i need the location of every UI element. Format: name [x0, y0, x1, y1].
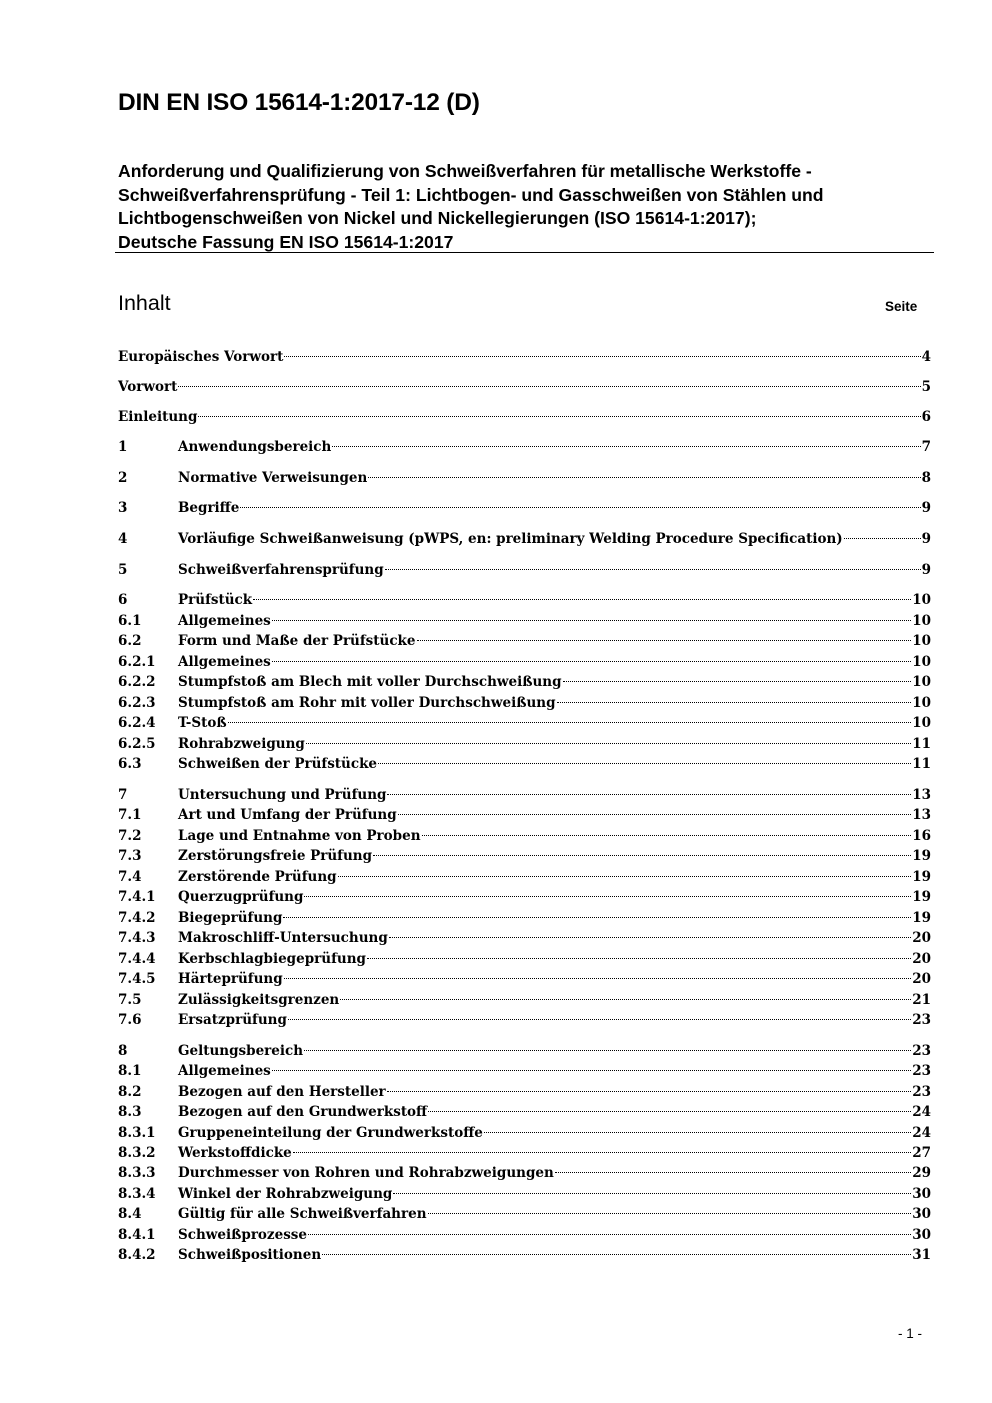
toc-entry-title: Härteprüfung	[178, 971, 283, 987]
toc-dot-leader	[557, 702, 912, 703]
toc-entry-page: 23	[912, 1084, 931, 1100]
toc-entry-page: 4	[921, 349, 931, 365]
toc-entry-number: 6.2.4	[118, 715, 156, 731]
subtitle-line: Anforderung und Qualifizierung von Schweißverfahren für metallische Werkstoffe -	[118, 161, 812, 181]
toc-entry-title: Prüfstück	[178, 592, 253, 608]
toc-entry-title: Querzugprüfung	[178, 889, 304, 905]
toc-dot-leader	[389, 937, 911, 938]
toc-entry-page: 13	[912, 787, 931, 803]
toc-entry-page: 30	[912, 1186, 931, 1202]
toc-entry[interactable]	[118, 734, 931, 754]
toc-entry-number: 6	[118, 592, 128, 608]
toc-entry-title: Allgemeines	[178, 613, 271, 629]
toc-entry-number: 5	[118, 562, 128, 578]
toc-entry-title: Makroschliff-Untersuchung	[178, 930, 388, 946]
toc-dot-leader	[198, 416, 920, 417]
toc-entry[interactable]	[118, 1225, 931, 1245]
toc-dot-leader	[284, 356, 920, 357]
toc-dot-leader	[304, 896, 911, 897]
toc-entry-number: 8.3.3	[118, 1165, 156, 1181]
toc-entry-page: 30	[912, 1206, 931, 1222]
toc-dot-leader	[306, 743, 911, 744]
toc-entry-page: 10	[912, 674, 931, 690]
toc-entry[interactable]	[118, 1041, 931, 1061]
toc-entry[interactable]	[118, 529, 931, 549]
toc-entry-title: Rohrabzweigung	[178, 736, 305, 752]
toc-entry-number: 6.3	[118, 756, 142, 772]
toc-entry-page: 27	[912, 1145, 931, 1161]
toc-entry-number: 4	[118, 531, 128, 547]
toc-entry-title: Lage und Entnahme von Proben	[178, 828, 421, 844]
toc-entry-number: 6.2.1	[118, 654, 156, 670]
toc-dot-leader	[288, 1019, 911, 1020]
toc-dot-leader	[228, 722, 912, 723]
toc-entry-number: 7.3	[118, 848, 142, 864]
toc-entry-title: Geltungsbereich	[178, 1043, 304, 1059]
toc-entry-page: 8	[921, 470, 931, 486]
toc-entry-title: Normative Verweisungen	[178, 470, 368, 486]
toc-entry-title: Schweißprozesse	[178, 1227, 307, 1243]
toc-entry-title: Art und Umfang der Prüfung	[178, 807, 397, 823]
toc-entry-page: 10	[912, 715, 931, 731]
toc-entry[interactable]	[118, 652, 931, 672]
subtitle-line: Schweißverfahrensprüfung - Teil 1: Lichtbogen- und Gasschweißen von Stählen und	[118, 184, 824, 205]
toc-entry-number: 2	[118, 470, 128, 486]
toc-entry-number: 8.4	[118, 1206, 142, 1222]
toc-entry-number: 7.4.3	[118, 930, 156, 946]
toc-dot-leader	[322, 1254, 911, 1255]
toc-entry[interactable]	[118, 826, 931, 846]
toc-entry-page: 19	[912, 910, 931, 926]
toc-entry-number: 8.1	[118, 1063, 142, 1079]
toc-dot-leader	[387, 1091, 912, 1092]
toc-entry-number: 7	[118, 787, 128, 803]
toc-dot-leader	[417, 640, 912, 641]
toc-entry[interactable]	[118, 928, 931, 948]
title-divider	[115, 252, 934, 253]
document-subtitle	[118, 160, 934, 254]
toc-entry-page: 24	[912, 1104, 931, 1120]
toc-entry-page: 20	[912, 951, 931, 967]
toc-entry-title: Zerstörungsfreie Prüfung	[178, 848, 373, 864]
toc-dot-leader	[563, 681, 912, 682]
toc-entry-title: Schweißen der Prüfstücke	[178, 756, 378, 772]
toc-dot-leader	[272, 620, 911, 621]
toc-dot-leader	[428, 1213, 912, 1214]
toc-entry[interactable]	[118, 498, 931, 518]
toc-entry[interactable]	[118, 1204, 931, 1224]
toc-entry-title: Europäisches Vorwort	[118, 349, 284, 365]
toc-dot-leader	[484, 1132, 911, 1133]
toc-entry-page: 10	[912, 654, 931, 670]
toc-entry-title: Allgemeines	[178, 654, 271, 670]
toc-entry-number: 3	[118, 500, 128, 516]
toc-entry-page: 30	[912, 1227, 931, 1243]
toc-entry-page: 16	[912, 828, 931, 844]
toc-entry-number: 8.4.2	[118, 1247, 156, 1263]
toc-entry-number: 6.2.5	[118, 736, 156, 752]
toc-entry-page: 23	[912, 1043, 931, 1059]
toc-entry-title: Gültig für alle Schweißverfahren	[178, 1206, 427, 1222]
toc-page-column-label: Seite	[885, 299, 918, 314]
toc-dot-leader	[338, 876, 912, 877]
toc-entry[interactable]	[118, 867, 931, 887]
subtitle-line: Deutsche Fassung EN ISO 15614-1:2017	[118, 231, 454, 252]
toc-heading: Inhalt	[118, 291, 171, 315]
toc-entry-number: 8.3	[118, 1104, 142, 1120]
toc-entry-number: 8.4.1	[118, 1227, 156, 1243]
toc-entry[interactable]	[118, 1245, 931, 1265]
toc-dot-leader	[555, 1172, 911, 1173]
toc-entry[interactable]	[118, 1082, 931, 1102]
toc-entry-page: 10	[912, 613, 931, 629]
toc-entry-page: 19	[912, 848, 931, 864]
toc-entry-title: T-Stoß	[178, 715, 227, 731]
toc-entry-page: 10	[912, 695, 931, 711]
toc-entry[interactable]	[118, 887, 931, 907]
toc-entry-title: Allgemeines	[178, 1063, 271, 1079]
toc-entry[interactable]	[118, 407, 931, 427]
toc-entry[interactable]	[118, 1010, 931, 1030]
toc-entry-page: 10	[912, 592, 931, 608]
toc-entry[interactable]	[118, 1061, 931, 1081]
toc-entry[interactable]	[118, 949, 931, 969]
toc-entry-title: Zulässigkeitsgrenzen	[178, 992, 340, 1008]
toc-entry[interactable]	[118, 805, 931, 825]
toc-entry-number: 8.2	[118, 1084, 142, 1100]
toc-entry-page: 20	[912, 971, 931, 987]
toc-entry[interactable]	[118, 631, 931, 651]
toc-dot-leader	[373, 855, 911, 856]
toc-dot-leader	[340, 999, 911, 1000]
toc-dot-leader	[367, 958, 911, 959]
subtitle-line: Lichtbogenschweißen von Nickel und Nickellegierungen (ISO 15614-1:2017);	[118, 208, 757, 229]
toc-entry-title: Vorläufige Schweißanweisung (pWPS, en: preliminary Welding Procedure Specification)	[178, 531, 843, 547]
toc-entry-number: 7.4.4	[118, 951, 156, 967]
toc-entry-title: Stumpfstoß am Blech mit voller Durchschweißung	[178, 674, 562, 690]
toc-entry-number: 7.5	[118, 992, 142, 1008]
toc-entry-title: Stumpfstoß am Rohr mit voller Durchschweißung	[178, 695, 556, 711]
toc-entry[interactable]	[118, 969, 931, 989]
toc-entry-title: Anwendungsbereich	[178, 439, 332, 455]
toc-entry-page: 7	[921, 439, 931, 455]
toc-entry[interactable]	[118, 1123, 931, 1143]
toc-dot-leader	[398, 814, 912, 815]
page-number: - 1 -	[898, 1326, 923, 1341]
toc-dot-leader	[844, 538, 921, 539]
toc-entry-number: 7.4.5	[118, 971, 156, 987]
toc-dot-leader	[393, 1193, 911, 1194]
toc-entry-page: 24	[912, 1125, 931, 1141]
toc-entry-page: 20	[912, 930, 931, 946]
toc-entry-title: Ersatzprüfung	[178, 1012, 287, 1028]
toc-entry-title: Einleitung	[118, 409, 198, 425]
document-title: DIN EN ISO 15614-1:2017-12 (D)	[118, 89, 480, 116]
toc-entry-number: 7.6	[118, 1012, 142, 1028]
toc-entry-title: Werkstoffdicke	[178, 1145, 292, 1161]
toc-dot-leader	[284, 978, 912, 979]
toc-entry[interactable]	[118, 1143, 931, 1163]
toc-entry[interactable]	[118, 713, 931, 733]
toc-entry-title: Bezogen auf den Hersteller	[178, 1084, 386, 1100]
toc-entry-number: 6.2	[118, 633, 142, 649]
toc-entry-page: 31	[912, 1247, 931, 1263]
toc-entry[interactable]	[118, 846, 931, 866]
toc-entry-page: 9	[921, 531, 931, 547]
toc-dot-leader	[422, 835, 912, 836]
toc-entry-title: Begriffe	[178, 500, 240, 516]
toc-entry[interactable]	[118, 1102, 931, 1122]
toc-entry[interactable]	[118, 437, 931, 457]
toc-entry[interactable]	[118, 672, 931, 692]
toc-entry-title: Biegeprüfung	[178, 910, 283, 926]
toc-entry-number: 7.1	[118, 807, 142, 823]
toc-entry-page: 23	[912, 1063, 931, 1079]
toc-dot-leader	[178, 386, 920, 387]
toc-entry[interactable]	[118, 1184, 931, 1204]
toc-entry-title: Bezogen auf den Grundwerkstoff	[178, 1104, 428, 1120]
toc-entry[interactable]	[118, 908, 931, 928]
toc-entry[interactable]	[118, 347, 931, 367]
toc-entry-title: Form und Maße der Prüfstücke	[178, 633, 416, 649]
toc-entry-title: Untersuchung und Prüfung	[178, 787, 387, 803]
toc-entry-title: Schweißverfahrensprüfung	[178, 562, 384, 578]
toc-entry-number: 7.4.2	[118, 910, 156, 926]
toc-entry-page: 19	[912, 869, 931, 885]
toc-dot-leader	[240, 507, 920, 508]
toc-dot-leader	[253, 599, 911, 600]
toc-entry[interactable]	[118, 611, 931, 631]
toc-dot-leader	[368, 477, 920, 478]
toc-entry-page: 29	[912, 1165, 931, 1181]
toc-entry-page: 5	[921, 379, 931, 395]
toc-dot-leader	[308, 1234, 911, 1235]
toc-dot-leader	[387, 794, 911, 795]
toc-entry-page: 21	[912, 992, 931, 1008]
toc-entry-title: Zerstörende Prüfung	[178, 869, 337, 885]
toc-dot-leader	[283, 917, 911, 918]
toc-entry[interactable]	[118, 1163, 931, 1183]
toc-entry-page: 11	[912, 736, 931, 752]
toc-entry-title: Gruppeneinteilung der Grundwerkstoffe	[178, 1125, 483, 1141]
toc-entry-page: 6	[921, 409, 931, 425]
toc-entry[interactable]	[118, 785, 931, 805]
toc-dot-leader	[272, 1070, 911, 1071]
toc-entry[interactable]	[118, 693, 931, 713]
toc-entry-title: Durchmesser von Rohren und Rohrabzweigungen	[178, 1165, 554, 1181]
toc-entry-title: Kerbschlagbiegeprüfung	[178, 951, 366, 967]
toc-entry-number: 6.2.2	[118, 674, 156, 690]
toc-dot-leader	[378, 763, 911, 764]
toc-entry-number: 6.2.3	[118, 695, 156, 711]
toc-entry-number: 6.1	[118, 613, 142, 629]
toc-entry-title: Vorwort	[118, 379, 178, 395]
toc-entry-number: 1	[118, 439, 128, 455]
toc-entry-number: 8.3.4	[118, 1186, 156, 1202]
toc-entry-title: Schweißpositionen	[178, 1247, 322, 1263]
toc-entry-page: 10	[912, 633, 931, 649]
toc-dot-leader	[304, 1050, 911, 1051]
toc-entry[interactable]	[118, 990, 931, 1010]
toc-entry-page: 11	[912, 756, 931, 772]
toc-entry-page: 23	[912, 1012, 931, 1028]
toc-entry-page: 13	[912, 807, 931, 823]
toc-dot-leader	[428, 1111, 911, 1112]
toc-entry-page: 9	[921, 500, 931, 516]
toc-entry-number: 7.4.1	[118, 889, 156, 905]
toc-entry[interactable]	[118, 590, 931, 610]
toc-entry[interactable]	[118, 377, 931, 397]
toc-dot-leader	[272, 661, 911, 662]
toc-entry-page: 9	[921, 562, 931, 578]
toc-entry-number: 8.3.2	[118, 1145, 156, 1161]
toc-entry[interactable]	[118, 560, 931, 580]
toc-dot-leader	[385, 569, 921, 570]
toc-entry-page: 19	[912, 889, 931, 905]
toc-entry-number: 8	[118, 1043, 128, 1059]
toc-entry-title: Winkel der Rohrabzweigung	[178, 1186, 393, 1202]
toc-entry-number: 7.4	[118, 869, 142, 885]
toc-dot-leader	[332, 446, 920, 447]
toc-entry-number: 8.3.1	[118, 1125, 156, 1141]
toc-dot-leader	[293, 1152, 911, 1153]
toc-entry-number: 7.2	[118, 828, 142, 844]
toc-entry[interactable]	[118, 468, 931, 488]
toc-entry[interactable]	[118, 754, 931, 774]
